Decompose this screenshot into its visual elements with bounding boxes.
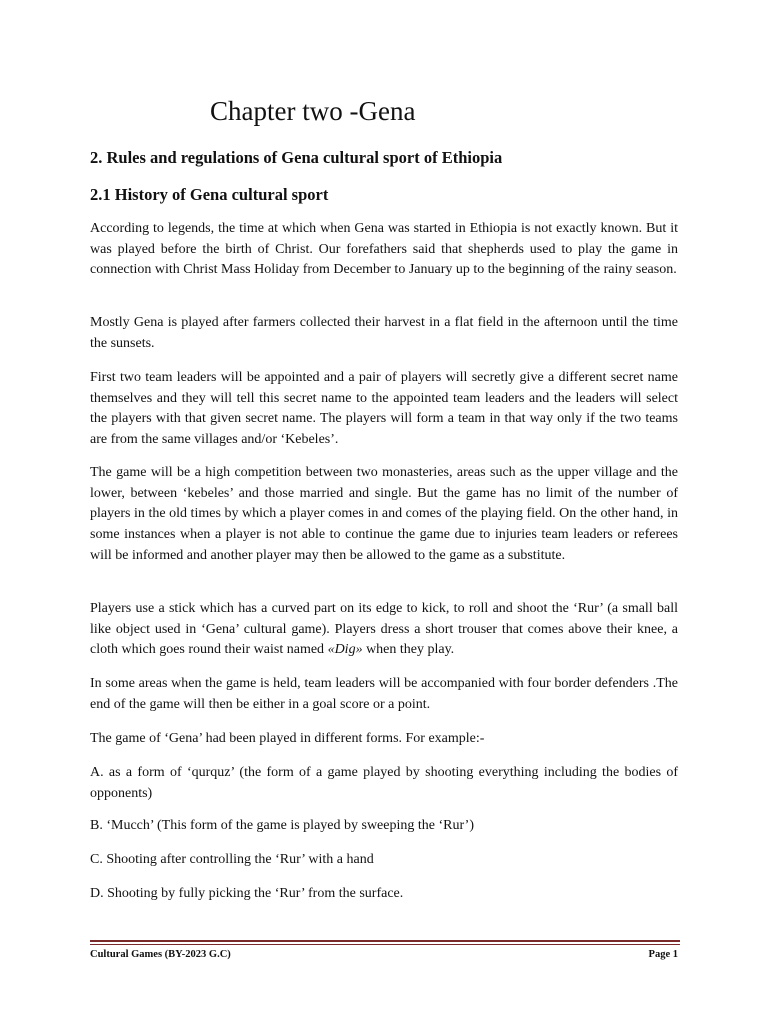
footer-rule-thin	[90, 944, 680, 945]
list-item-b: B. ‘Mucch’ (This form of the game is played by sweeping the ‘Rur’)	[90, 818, 474, 833]
list-item-a: A. as a form of ‘qurquz’ (the form of a game played by shooting everything including the bodies of opponents)	[90, 765, 678, 801]
list-item-c: C. Shooting after controlling the ‘Rur’ with a hand	[90, 852, 374, 867]
footer-title: Cultural Games (BY-2023 G.C)	[90, 949, 231, 960]
players-text-before: Players use a stick which has a curved part on its edge to kick, to roll and shoot the ‘Rur’ (a small ball like object used in ‘Gena’ cultural game). Players dress a short trouser that comes above their knee, a cloth which goes round their waist named	[90, 601, 678, 658]
paragraph-players	[90, 599, 678, 661]
dig-term: «Dig»	[327, 642, 363, 658]
players-text-after: when they play.	[362, 642, 455, 658]
chapter-title: Chapter two -Gena	[210, 96, 416, 126]
paragraph-competition: The game will be a high competition between two monasteries, areas such as the upper village and the lower, between ‘kebeles’ and those married and single. But the game has no limit of the number of players in the old times by which a player comes in and comes of the playing field. On the other hand, in some instances when a player is not able to continue the game due to injuries team leaders or referees will be informed and another player may then be allowed to the game as a substitute.	[90, 465, 678, 563]
list-item-d: D. Shooting by fully picking the ‘Rur’ from the surface.	[90, 886, 404, 901]
paragraph-harvest: Mostly Gena is played after farmers collected their harvest in a flat field in the afternoon until the time the sunsets.	[90, 315, 678, 351]
footer-rule	[90, 940, 680, 942]
paragraph-border-defenders: In some areas when the game is held, team leaders will be accompanied with four border defenders .The end of the game will then be either in a goal score or a point.	[90, 676, 678, 712]
paragraph-team-leaders: First two team leaders will be appointed and a pair of players will secretly give a different secret name themselves and they will tell this secret name to the appointed team leaders and the leaders will select the players with that given secret name. The players will form a team in that way only if the two teams are from the same villages and/or ‘Kebeles’.	[90, 370, 678, 448]
page-number: Page 1	[648, 949, 678, 960]
paragraph-forms-intro: The game of ‘Gena’ had been played in different forms. For example:-	[90, 731, 485, 746]
paragraph-history: According to legends, the time at which when Gena was started in Ethiopia is not exactly known. But it was played before the birth of Christ. Our forefathers said that shepherds used to play the game in connection with Christ Mass Holiday from December to January up to the beginning of the rainy season.	[90, 221, 678, 278]
section-heading: 2. Rules and regulations of Gena cultural sport of Ethiopia	[90, 148, 503, 167]
subsection-heading: 2.1 History of Gena cultural sport	[90, 185, 329, 204]
